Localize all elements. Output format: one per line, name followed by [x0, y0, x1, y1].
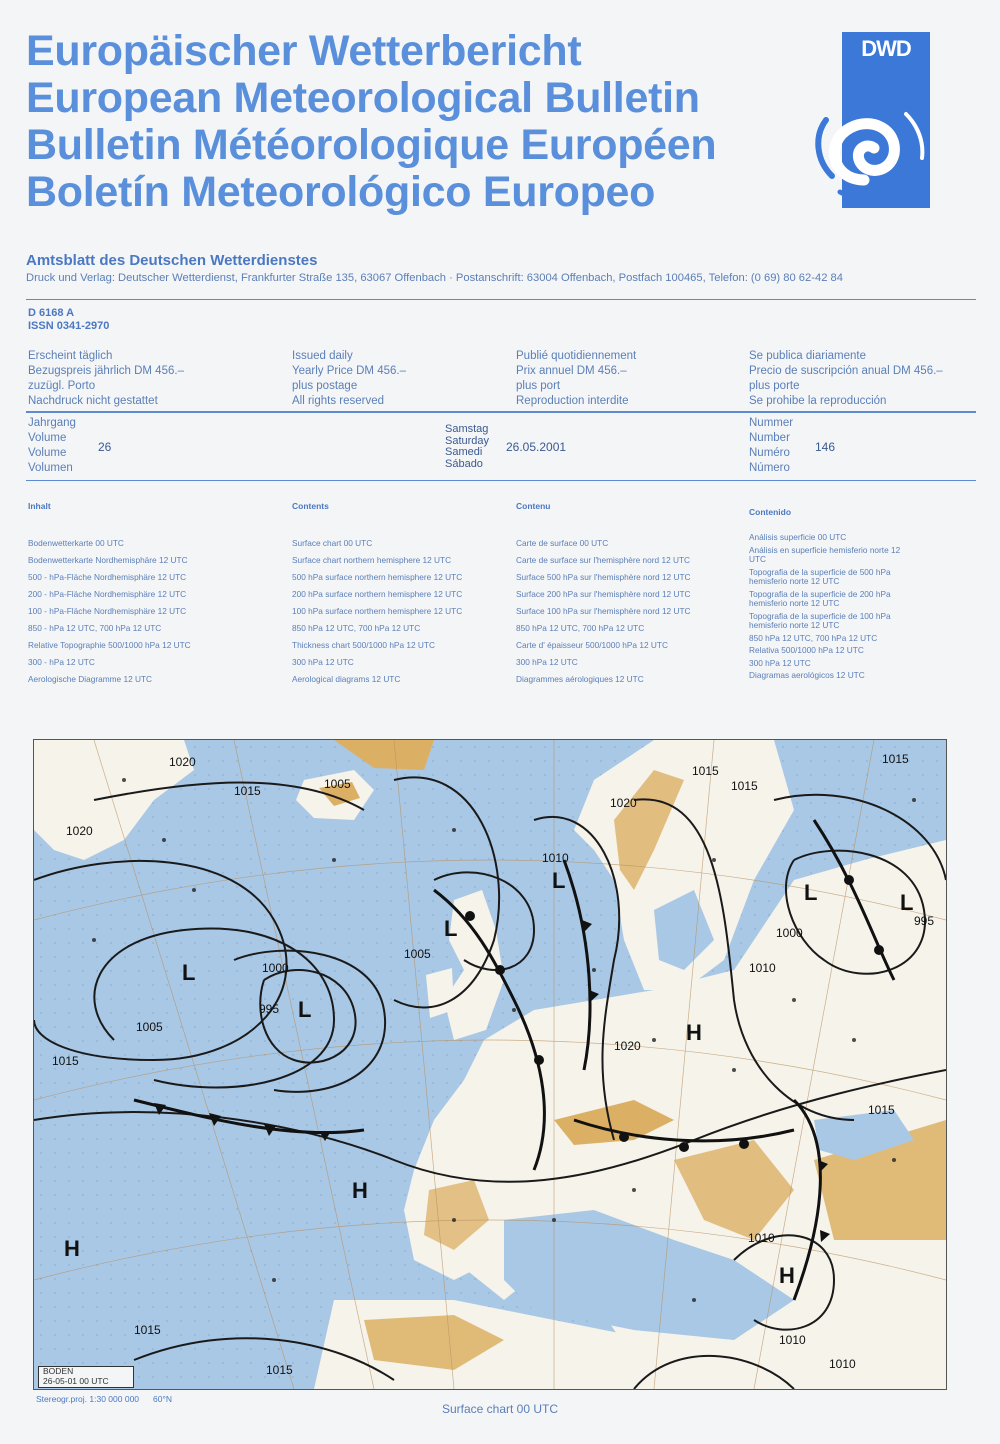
issue-number: 146 — [815, 440, 836, 454]
high-pressure-center: H — [779, 1263, 795, 1288]
volume-labels — [28, 416, 76, 476]
contents-item: Bodenwetterkarte Nordhemisphäre 12 UTC — [28, 555, 188, 565]
isobar-label: 1015 — [692, 764, 719, 778]
contents-item: Carte de surface 00 UTC — [516, 538, 609, 548]
low-pressure-center: L — [444, 916, 458, 941]
station-marker — [852, 1038, 856, 1042]
station-marker — [332, 858, 336, 862]
contents-de — [28, 501, 191, 688]
isobar-label: 1015 — [134, 1323, 161, 1337]
contents-item: Diagramas aerológicos 12 UTC — [749, 670, 865, 680]
divider — [26, 299, 976, 300]
number-labels — [749, 416, 793, 476]
station-marker — [552, 1218, 556, 1222]
occluded-front-semicircle — [534, 1055, 544, 1065]
projection-text: Stereogr.proj. 1:30 000 000 — [36, 1394, 140, 1404]
dwd-logo — [842, 32, 930, 208]
issue-info-de — [28, 349, 184, 409]
volume-label-es: Volumen — [28, 462, 73, 474]
contents-item: Análisis en superficie hemisferio norte 12 UTC — [749, 544, 901, 564]
issue-rights-fr: Reproduction interdite — [516, 395, 629, 407]
low-pressure-center: L — [182, 960, 196, 985]
day-labels — [445, 424, 489, 470]
volume-label-fr: Volume — [28, 447, 67, 459]
isobar-label: 1015 — [234, 784, 261, 798]
contents-item: Thickness chart 500/1000 hPa 12 UTC — [292, 640, 435, 650]
contents-heading-en: Contents — [292, 501, 329, 511]
contents-item: Relativa 500/1000 hPa 12 UTC — [749, 645, 864, 655]
isobar-label: 1010 — [749, 961, 776, 975]
contents-item: Topografia de la superficie de 200 hPa hemisferio norte 12 UTC — [749, 588, 891, 608]
contents-heading-es: Contenido — [749, 507, 792, 517]
issn: ISSN 0341-2970 — [28, 320, 110, 332]
title-block — [26, 28, 716, 216]
issue-frequency-es: Se publica diariamente — [749, 350, 866, 362]
latitude-text: 60°N — [153, 1394, 173, 1404]
number-label-de: Nummer — [749, 417, 794, 429]
station-marker — [632, 1188, 636, 1192]
contents-fr — [516, 501, 691, 688]
volume-label-de: Jahrgang — [28, 417, 76, 429]
contents-item: 200 hPa surface northern hemisphere 12 UTC — [292, 589, 463, 599]
contents-en — [292, 501, 462, 688]
contents-item: 850 hPa 12 UTC, 700 hPa 12 UTC — [292, 623, 421, 633]
contents-item: 200 - hPa-Fläche Nordhemisphäre 12 UTC — [28, 589, 187, 599]
contents-item: 500 - hPa-Fläche Nordhemisphäre 12 UTC — [28, 572, 187, 582]
issue-frequency-en: Issued daily — [292, 350, 353, 362]
contents-item: Surface 500 hPa sur l'hemisphère nord 12 UTC — [516, 572, 691, 582]
low-pressure-center: L — [552, 868, 566, 893]
contents-item: 850 hPa 12 UTC, 700 hPa 12 UTC — [516, 623, 645, 633]
publisher-block — [26, 252, 976, 284]
issue-postage-fr: plus port — [516, 380, 561, 392]
isobar-label: 1020 — [614, 1039, 641, 1053]
boden-label: BODEN — [43, 1366, 74, 1376]
station-marker — [122, 778, 126, 782]
chart-caption: Surface chart 00 UTC — [441, 1402, 559, 1416]
contents-item: Carte de surface sur l'hemisphère nord 12 UTC — [516, 555, 691, 565]
issue-rights-es: Se prohibe la reproducción — [749, 395, 887, 407]
station-marker — [792, 998, 796, 1002]
station-marker — [92, 938, 96, 942]
isobar-label: 1020 — [66, 824, 93, 838]
station-marker — [162, 838, 166, 842]
number-label-es: Número — [749, 462, 790, 474]
issue-frequency-fr: Publié quotidiennement — [516, 350, 637, 362]
isobar-label: 1015 — [266, 1363, 293, 1377]
contents-item: Surface chart northern hemisphere 12 UTC — [292, 555, 452, 565]
contents-item: Diagrammes aérologiques 12 UTC — [516, 674, 644, 684]
publisher-title: Amtsblatt des Deutschen Wetterdienstes — [26, 252, 318, 269]
station-marker — [692, 1298, 696, 1302]
station-marker — [892, 1158, 896, 1162]
d-number: D 6168 A — [28, 307, 75, 319]
dwd-spiral-icon — [802, 84, 932, 208]
issue-frequency-de: Erscheint täglich — [28, 350, 113, 362]
contents-item: Topografia de la superficie de 100 hPa hemisferio norte 12 UTC — [749, 610, 891, 630]
contents-item: Carte d' épaisseur 500/1000 hPa 12 UTC — [516, 640, 668, 650]
station-marker — [272, 1278, 276, 1282]
contents-item: 300 hPa 12 UTC — [292, 657, 354, 667]
contents-item: 850 hPa 12 UTC, 700 hPa 12 UTC — [749, 632, 878, 643]
issue-postage-de: zuzügl. Porto — [28, 380, 96, 392]
number-label-fr: Numéro — [749, 447, 790, 459]
issue-postage-es: plus porte — [749, 380, 800, 392]
isobar-label: 1010 — [829, 1357, 856, 1371]
station-marker — [192, 888, 196, 892]
occluded-front-semicircle — [495, 965, 505, 975]
contents-item: Relative Topographie 500/1000 hPa 12 UTC — [28, 640, 191, 650]
contents-heading-de: Inhalt — [28, 501, 51, 511]
issue-price-fr: Prix annuel DM 456.– — [516, 365, 627, 377]
contents-heading-fr: Contenu — [516, 501, 551, 511]
contents-item: Surface 200 hPa sur l'hemisphère nord 12 UTC — [516, 589, 691, 599]
chart-timestamp-box — [38, 1366, 134, 1388]
publisher-address: Druck und Verlag: Deutscher Wetterdienst, Frankfurter Straße 135, 63067 Offenbach · Postanschrift: 63004 Offenbach, Postfach 100465, Telefon: (0 69) 80 62-42 84 — [26, 272, 843, 284]
contents-item: Bodenwetterkarte 00 UTC — [28, 538, 124, 548]
contents-item: Aerologische Diagramme 12 UTC — [28, 674, 153, 684]
station-marker — [912, 798, 916, 802]
day-label-de: Samstag — [445, 423, 489, 435]
issue-postage-en: plus postage — [292, 380, 358, 392]
issue-rights-de: Nachdruck nicht gestattet — [28, 395, 158, 407]
issue-price-en: Yearly Price DM 456.– — [292, 365, 406, 377]
contents-item: 500 hPa surface northern hemisphere 12 UTC — [292, 572, 463, 582]
volume-value: 26 — [98, 440, 112, 454]
issue-price-de: Bezugspreis jährlich DM 456.– — [28, 365, 184, 377]
isobar-label: 1010 — [542, 851, 569, 865]
occluded-front-semicircle — [844, 875, 854, 885]
station-marker — [512, 1008, 516, 1012]
high-pressure-center: H — [64, 1236, 80, 1261]
title-german: Europäischer Wetterbericht — [26, 27, 582, 75]
issue-date: 26.05.2001 — [506, 440, 567, 454]
surface-chart — [33, 739, 947, 1390]
station-marker — [452, 828, 456, 832]
contents-item: 300 hPa 12 UTC — [749, 657, 811, 668]
ireland-land — [426, 968, 454, 1018]
isobar-label: 995 — [259, 1002, 280, 1016]
number-label-en: Number — [749, 432, 790, 444]
divider — [26, 411, 976, 413]
issue-info-en — [292, 349, 406, 409]
isobar-label: 1010 — [748, 1231, 775, 1245]
station-marker — [452, 1218, 456, 1222]
contents-es — [749, 507, 919, 684]
isobar-label: 1005 — [136, 1020, 163, 1034]
volume-label-en: Volume — [28, 432, 67, 444]
isobar-label: 1005 — [404, 947, 431, 961]
dwd-logo-text: DWD — [861, 36, 911, 61]
warm-front-semicircle — [739, 1139, 749, 1149]
isobar-label: 995 — [914, 914, 935, 928]
low-pressure-center: L — [298, 997, 312, 1022]
issue-info-es — [749, 349, 943, 409]
issue-rights-en: All rights reserved — [292, 395, 385, 407]
title-english: European Meteorological Bulletin — [26, 74, 700, 122]
station-marker — [732, 1068, 736, 1072]
divider — [26, 480, 976, 481]
low-pressure-center: L — [900, 890, 914, 915]
station-marker — [712, 858, 716, 862]
boden-time: 26-05-01 00 UTC — [43, 1375, 109, 1386]
isobar-label: 1020 — [610, 796, 637, 810]
identifiers — [28, 307, 109, 333]
contents-item: Surface 100 hPa sur l'hemisphère nord 12 UTC — [516, 606, 691, 616]
contents-item: Análisis superficie 00 UTC — [749, 532, 847, 542]
low-pressure-center: L — [804, 880, 818, 905]
isobar-label: 1015 — [868, 1103, 895, 1117]
station-marker — [652, 1038, 656, 1042]
warm-front-semicircle — [679, 1142, 689, 1152]
surface-chart-map — [34, 740, 946, 1389]
contents-item: Surface chart 00 UTC — [292, 538, 373, 548]
occluded-front-semicircle — [874, 945, 884, 955]
occluded-front-semicircle — [465, 911, 475, 921]
title-french: Bulletin Météorologique Européen — [26, 121, 717, 169]
isobar-label: 1020 — [169, 755, 196, 769]
contents-item: Aerological diagrams 12 UTC — [292, 674, 401, 684]
title-spanish: Boletín Meteorológico Europeo — [26, 168, 656, 216]
day-label-fr: Samedi — [445, 446, 483, 458]
contents-item: 100 hPa surface northern hemisphere 12 UTC — [292, 606, 463, 616]
isobar-label: 1015 — [731, 779, 758, 793]
day-label-es: Sábado — [445, 457, 483, 470]
isobar-label: 1010 — [779, 1333, 806, 1347]
high-pressure-center: H — [686, 1020, 702, 1045]
contents-item: 300 - hPa 12 UTC — [28, 657, 95, 667]
warm-front-semicircle — [619, 1132, 629, 1142]
isobar-label: 1000 — [776, 926, 803, 940]
contents-item: 300 hPa 12 UTC — [516, 657, 578, 667]
issue-info-fr — [516, 349, 636, 409]
contents-item: 100 - hPa-Fläche Nordhemisphäre 12 UTC — [28, 606, 187, 616]
contents-item: Topografia de la superficie de 500 hPa hemisferio norte 12 UTC — [749, 566, 891, 586]
high-pressure-center: H — [352, 1178, 368, 1203]
isobar-label: 1015 — [882, 752, 909, 766]
isobar-label: 1005 — [324, 777, 351, 791]
station-marker — [592, 968, 596, 972]
isobar-label: 1000 — [262, 961, 289, 975]
day-label-en: Saturday — [445, 434, 490, 447]
issue-price-es: Precio de suscripción anual DM 456.– — [749, 365, 943, 377]
isobar-label: 1015 — [52, 1054, 79, 1068]
contents-item: 850 - hPa 12 UTC, 700 hPa 12 UTC — [28, 623, 162, 633]
